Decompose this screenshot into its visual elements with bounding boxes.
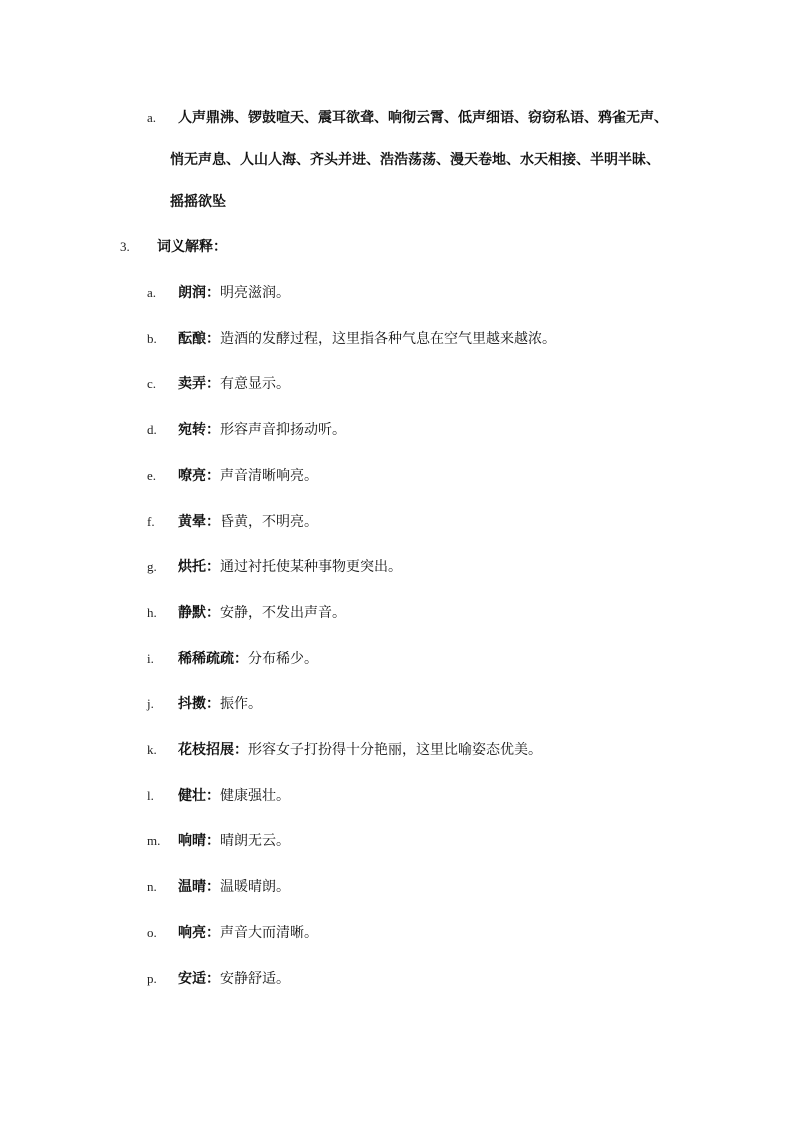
term: 烘托：: [178, 559, 220, 575]
term: 健壮：: [178, 788, 220, 804]
list-marker: h.: [147, 605, 157, 620]
term: 响晴：: [178, 833, 220, 849]
term: 花枝招展：: [178, 742, 248, 758]
term: 抖擞：: [178, 696, 220, 712]
definition: 昏黄，不明亮。: [220, 514, 318, 530]
definition: 有意显示。: [220, 376, 290, 392]
list-marker: c.: [147, 376, 157, 391]
term: 朗润：: [178, 285, 220, 301]
term: 宛转：: [178, 422, 220, 438]
definition-item: [178, 466, 318, 486]
term: 温晴：: [178, 879, 220, 895]
definition: 形容声音抑扬动听。: [220, 422, 346, 438]
definition-item: [178, 283, 290, 303]
idiom-line-3: 摇摇欲坠: [170, 194, 226, 210]
list-marker: k.: [147, 742, 157, 757]
term: 响亮：: [178, 925, 220, 941]
definition: 安静舒适。: [220, 971, 290, 987]
definition: 晴朗无云。: [220, 833, 290, 849]
term: 静默：: [178, 605, 220, 621]
list-marker: j.: [147, 696, 154, 711]
list-marker: m.: [147, 833, 161, 848]
definition-item: [178, 877, 290, 897]
list-marker: d.: [147, 422, 157, 437]
definition: 振作。: [220, 696, 262, 712]
definition-item: [178, 603, 346, 623]
list-marker: p.: [147, 971, 157, 986]
definition-item: [178, 969, 290, 989]
term: 安适：: [178, 971, 220, 987]
definition-item: [178, 329, 556, 349]
definition-item: [178, 649, 318, 669]
definition-item: [178, 923, 318, 943]
list-marker: a.: [147, 285, 157, 300]
section-number: 3.: [120, 239, 130, 254]
list-marker: o.: [147, 925, 157, 940]
list-marker: e.: [147, 468, 157, 483]
section-title: 词义解释：: [157, 239, 227, 255]
list-marker: b.: [147, 331, 157, 346]
idiom-line-2: 悄无声息、人山人海、齐头并进、浩浩荡荡、漫天卷地、水天相接、半明半昧、: [170, 152, 660, 168]
list-marker: i.: [147, 651, 154, 666]
definition: 明亮滋润。: [220, 285, 290, 301]
definition-item: [178, 557, 402, 577]
term: 嘹亮：: [178, 468, 220, 484]
idiom-line-1: 人声鼎沸、锣鼓喧天、震耳欲聋、响彻云霄、低声细语、窃窃私语、鸦雀无声、: [178, 110, 668, 126]
definition-item: [178, 512, 318, 532]
definition: 通过衬托使某种事物更突出。: [220, 559, 402, 575]
definition: 分布稀少。: [248, 651, 318, 667]
definition: 健康强壮。: [220, 788, 290, 804]
term: 酝酿：: [178, 331, 220, 347]
list-marker: f.: [147, 514, 155, 529]
list-marker: a.: [147, 110, 157, 125]
term: 黄晕：: [178, 514, 220, 530]
definition: 声音清晰响亮。: [220, 468, 318, 484]
list-marker: l.: [147, 788, 154, 803]
definition: 造酒的发酵过程，这里指各种气息在空气里越来越浓。: [220, 331, 556, 347]
definition-item: [178, 420, 346, 440]
definition: 声音大而清晰。: [220, 925, 318, 941]
definition-item: [178, 786, 290, 806]
definition: 安静，不发出声音。: [220, 605, 346, 621]
definition: 形容女子打扮得十分艳丽，这里比喻姿态优美。: [248, 742, 542, 758]
definition-item: [178, 740, 542, 760]
definition-item: [178, 694, 262, 714]
term: 稀稀疏疏：: [178, 651, 248, 667]
term: 卖弄：: [178, 376, 220, 392]
definition: 温暖晴朗。: [220, 879, 290, 895]
list-marker: n.: [147, 879, 157, 894]
definition-item: [178, 831, 290, 851]
definition-item: [178, 374, 290, 394]
list-marker: g.: [147, 559, 157, 574]
